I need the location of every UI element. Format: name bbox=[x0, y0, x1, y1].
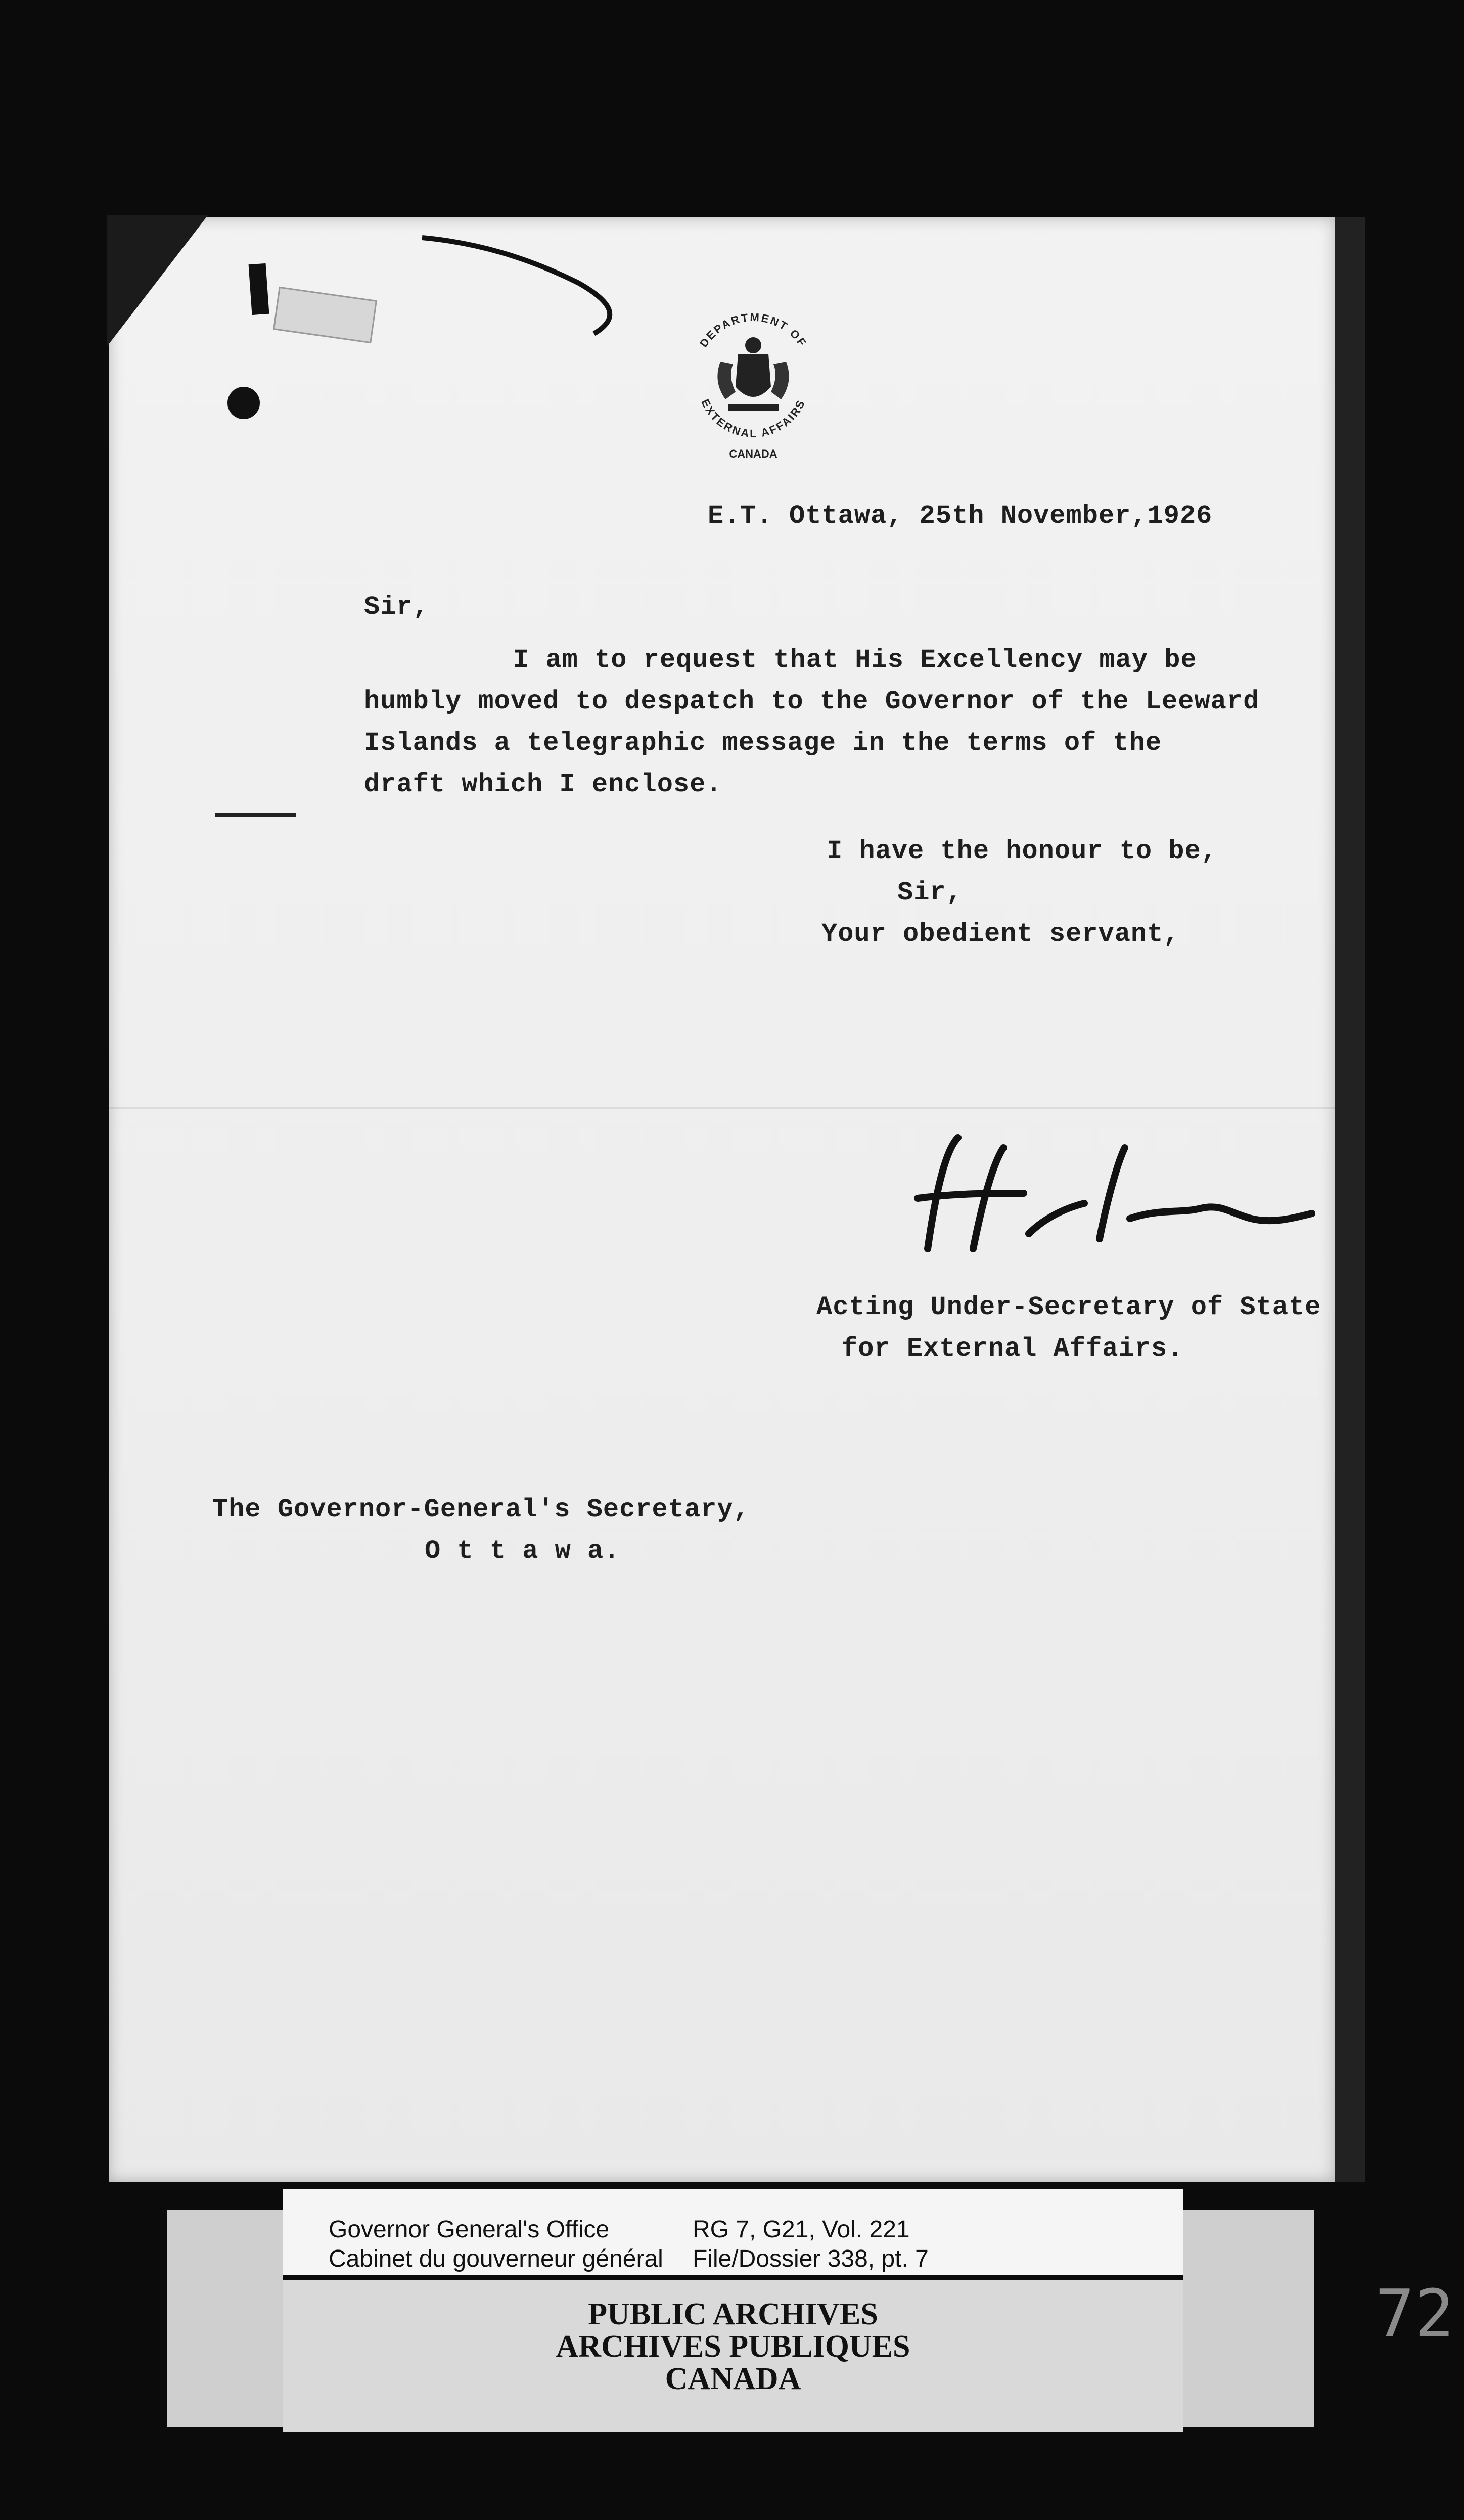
page-edge-shadow bbox=[1335, 217, 1365, 2182]
stamp-line-2: ARCHIVES PUBLIQUES bbox=[556, 2329, 910, 2364]
seal-text-country: CANADA bbox=[729, 447, 777, 460]
punch-hole bbox=[227, 387, 260, 419]
label-side-pad-left bbox=[167, 2210, 283, 2427]
string-fragment bbox=[402, 228, 655, 339]
seal-text-bottom: EXTERNAL AFFAIRS bbox=[699, 397, 808, 440]
signature-title-2: for External Affairs. bbox=[842, 1334, 1184, 1364]
torn-corner bbox=[107, 215, 208, 347]
handwritten-signature bbox=[897, 1117, 1327, 1289]
archive-stamp bbox=[283, 2280, 1183, 2432]
body-line-4: draft which I enclose. bbox=[364, 770, 722, 799]
tape-fragment bbox=[273, 287, 377, 343]
page-fold-line bbox=[109, 1107, 1335, 1109]
stamp-line-3: CANADA bbox=[665, 2362, 801, 2396]
label-reference: RG 7, G21, Vol. 221 bbox=[693, 2216, 910, 2243]
label-file: File/Dossier 338, pt. 7 bbox=[693, 2245, 929, 2272]
stamp-line-1: PUBLIC ARCHIVES bbox=[588, 2297, 878, 2331]
label-side-pad-right bbox=[1183, 2210, 1314, 2427]
closing-line-3: Your obedient servant, bbox=[821, 919, 1180, 949]
body-line-3: Islands a telegraphic message in the terms of the bbox=[364, 728, 1162, 758]
svg-text:EXTERNAL AFFAIRS bbox=[699, 397, 807, 440]
addressee-line-1: The Governor-General's Secretary, bbox=[212, 1495, 750, 1524]
label-office-fr: Cabinet du gouverneur général bbox=[329, 2245, 663, 2272]
margin-dash bbox=[215, 813, 296, 817]
signature-title-1: Acting Under-Secretary of State bbox=[816, 1292, 1321, 1322]
frame-number: 72 bbox=[1375, 2275, 1454, 2352]
letter-page bbox=[109, 217, 1335, 2182]
archive-reference-label bbox=[283, 2189, 1183, 2275]
body-line-1: I am to request that His Excellency may be bbox=[513, 645, 1197, 675]
closing-line-1: I have the honour to be, bbox=[827, 836, 1217, 866]
clip-mark bbox=[249, 263, 269, 315]
body-line-2: humbly moved to despatch to the Governor of the Leeward bbox=[364, 687, 1260, 716]
department-seal bbox=[677, 306, 829, 468]
addressee-line-2: O t t a w a. bbox=[425, 1536, 620, 1566]
coat-of-arms-shield-icon bbox=[736, 354, 771, 397]
label-office-en: Governor General's Office bbox=[329, 2216, 610, 2243]
dateline: E.T. Ottawa, 25th November,1926 bbox=[708, 501, 1213, 531]
seal-text-top: DEPARTMENT OF bbox=[697, 310, 810, 350]
salutation: Sir, bbox=[364, 592, 429, 622]
closing-line-2: Sir, bbox=[897, 878, 963, 908]
